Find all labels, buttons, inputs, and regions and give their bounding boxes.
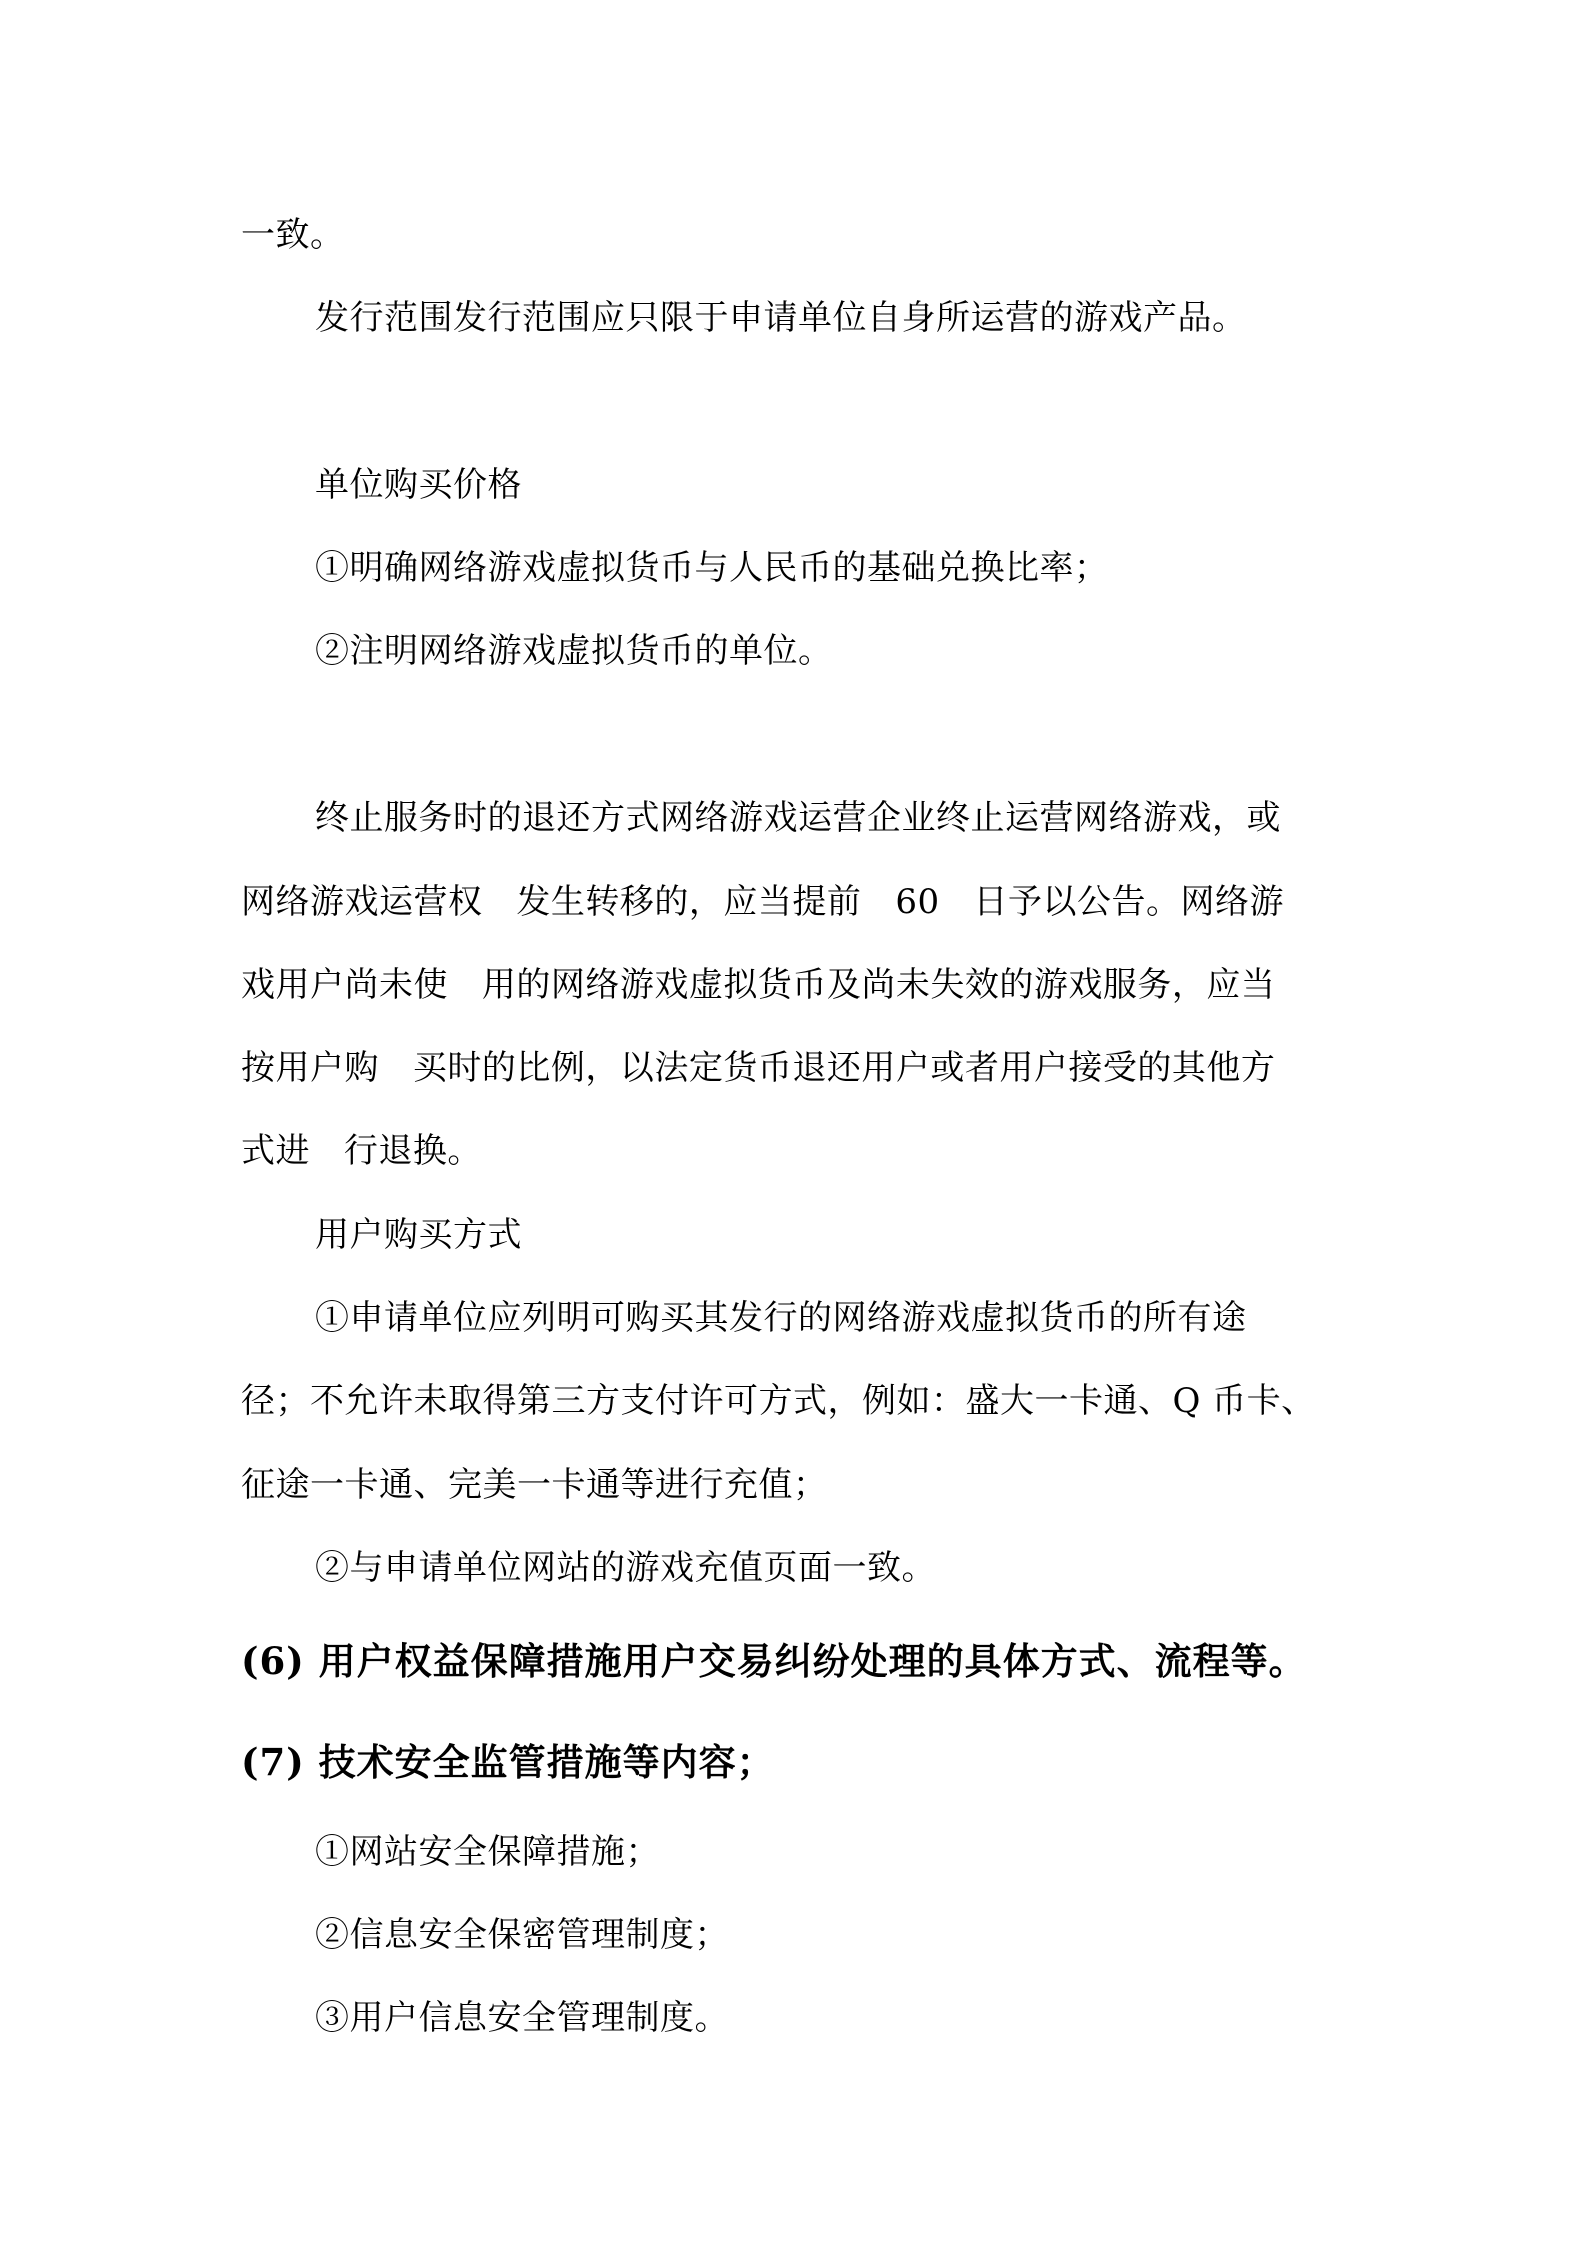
- paragraph-refund-line-4: 按用户购 买时的比例，以法定货币退还用户或者用户接受的其他方: [241, 1048, 1276, 1088]
- heading-user-rights: (6) 用户权益保障措施用户交易纠纷处理的具体方式、流程等。: [241, 1639, 1307, 1683]
- paragraph-issuance-scope: 发行范围发行范围应只限于申请单位自身所运营的游戏产品。: [315, 298, 1247, 338]
- heading-technical-security: (7) 技术安全监管措施等内容；: [241, 1740, 775, 1784]
- list-item-purchase-channels-line-1: ①申请单位应列明可购买其发行的网络游戏虚拟货币的所有途: [315, 1298, 1247, 1338]
- paragraph-refund-line-1: 终止服务时的退还方式网络游戏运营企业终止运营网络游戏，或: [315, 798, 1281, 838]
- section-label-purchase-method: 用户购买方式: [315, 1215, 522, 1255]
- list-item-info-confidentiality: ②信息安全保密管理制度；: [315, 1915, 729, 1955]
- list-item-purchase-channels-line-2: 径；不允许未取得第三方支付许可方式，例如：盛大一卡通、Q 币卡、: [241, 1381, 1316, 1421]
- list-item-user-info-security: ③用户信息安全管理制度。: [315, 1998, 729, 2038]
- list-item-purchase-channels-line-3: 征途一卡通、完美一卡通等进行充值；: [241, 1465, 828, 1505]
- list-item-recharge-page: ②与申请单位网站的游戏充值页面一致。: [315, 1548, 936, 1588]
- paragraph-refund-line-5: 式进 行退换。: [241, 1131, 482, 1171]
- list-item-exchange-rate: ①明确网络游戏虚拟货币与人民币的基础兑换比率；: [315, 548, 1109, 588]
- paragraph-refund-line-2: 网络游戏运营权 发生转移的，应当提前 60 日予以公告。网络游: [241, 882, 1285, 922]
- text-line-continuation: 一致。: [241, 215, 345, 255]
- list-item-website-security: ①网站安全保障措施；: [315, 1832, 660, 1872]
- paragraph-refund-line-3: 戏用户尚未使 用的网络游戏虚拟货币及尚未失效的游戏服务，应当: [241, 965, 1276, 1005]
- section-label-unit-price: 单位购买价格: [315, 465, 522, 505]
- list-item-currency-unit: ②注明网络游戏虚拟货币的单位。: [315, 631, 833, 671]
